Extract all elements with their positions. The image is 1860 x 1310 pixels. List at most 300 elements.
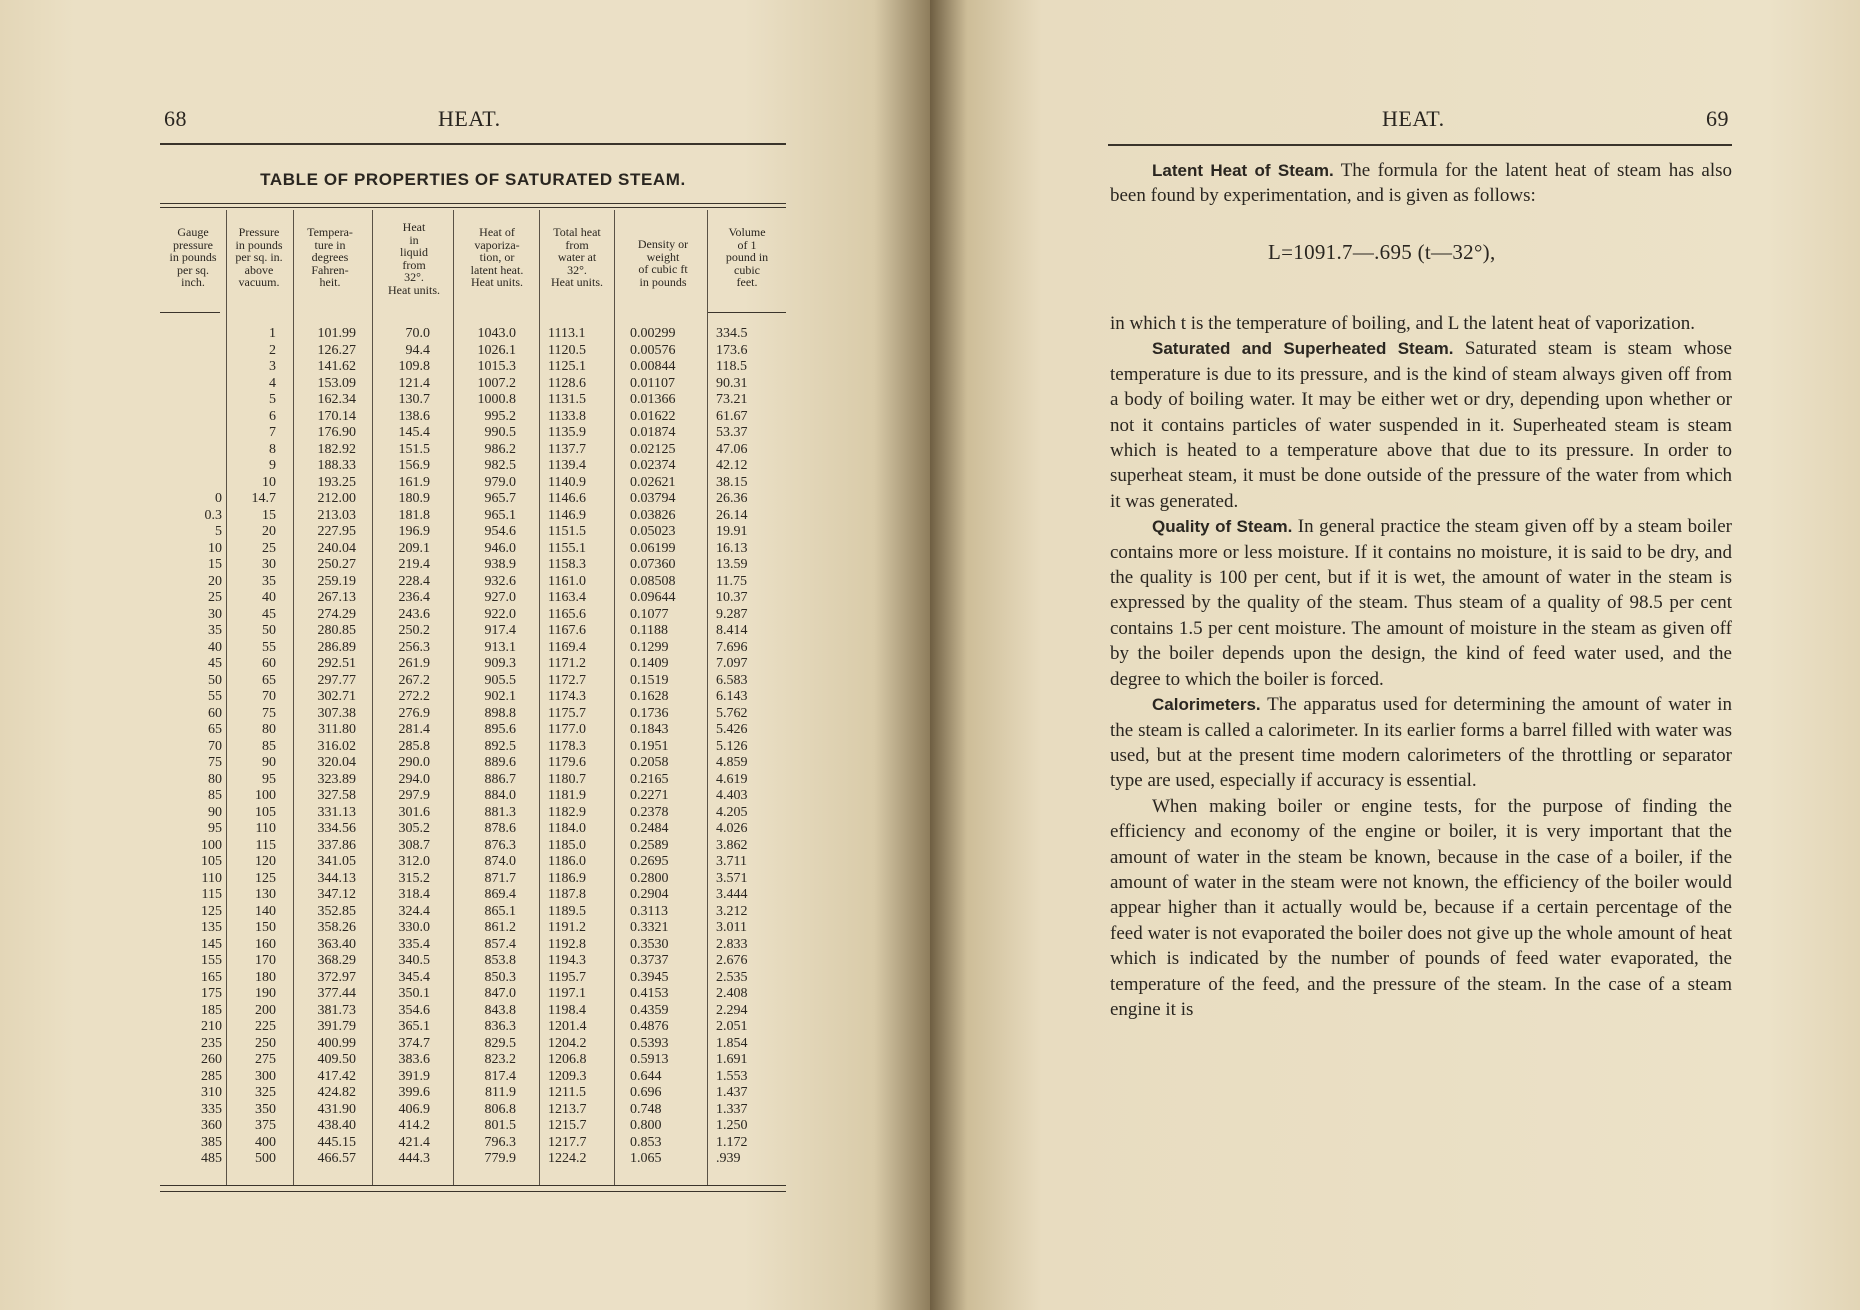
boiler-tests-text: When making boiler or engine tests, for the purpose of finding the efficiency and economy of the engine or boiler, it is very important that the amount of water in the steam be known, because in the case of a boiler, if the amount of water in the steam were not known, the efficiency of the boiler would appear higher than it actually would be, because if a certain percentage of the feed water is not evaporated the boiler does not give up the whole amount of heat which is indicated by the number of pounds of feed water evaporated, the temperature of the feed, and the pressure of the steam. In the case of a steam engine it is [1110, 795, 1732, 1020]
table-cell: 2.833 [716, 936, 748, 952]
table-cell: 0.01622 [630, 408, 676, 424]
table-cell: 801.5 [484, 1118, 516, 1133]
table-cell: 954.6 [484, 524, 516, 539]
table-cell: 0.2484 [630, 821, 669, 836]
density-column [630, 326, 702, 1168]
table-cell: 101.99 [317, 326, 356, 341]
table-cell: 182.92 [317, 441, 356, 457]
table-cell: 1217.7 [548, 1134, 587, 1150]
table-cell: 806.8 [484, 1101, 516, 1117]
volume-column [716, 326, 776, 1168]
table-cell: 156.9 [398, 458, 430, 473]
table-cell: 1224.2 [548, 1151, 587, 1166]
table-cell: 400.99 [317, 1035, 356, 1051]
table-cell: 323.89 [317, 771, 356, 787]
table-cell: 892.5 [484, 738, 516, 754]
table-cell: 0.2378 [630, 804, 669, 820]
table-cell: 1007.2 [477, 375, 516, 391]
table-cell [160, 359, 222, 376]
table-cell: 30 [208, 606, 222, 622]
table-cell: 261.9 [398, 656, 430, 671]
table-cell: 130.7 [398, 392, 430, 407]
table-cell: 4.859 [716, 755, 748, 770]
table-cell: 272.2 [398, 689, 430, 704]
table-cell: 0.06199 [630, 540, 676, 556]
table-cell: 1151.5 [548, 524, 586, 539]
table-cell: 240.04 [317, 540, 356, 556]
table-cell: 1163.4 [548, 590, 586, 605]
table-cell: 927.0 [484, 590, 516, 605]
table-cell: 185 [201, 1002, 222, 1018]
table-cell: 267.2 [398, 672, 430, 688]
table-cell: 35 [262, 573, 276, 589]
table-cell: 1181.9 [548, 788, 586, 803]
col-header-heat-liquid: Heat in liquid from 32°. Heat units. [388, 220, 440, 297]
table-cell: 1 [269, 326, 276, 341]
table-cell: 297.77 [317, 672, 356, 688]
table-cell [160, 392, 222, 409]
table-cell: 5.126 [716, 738, 748, 754]
table-cell: 0.02125 [630, 441, 676, 457]
table-cell: 2.294 [716, 1002, 748, 1018]
table-cell: 0.00576 [630, 342, 676, 358]
table-cell: 335 [201, 1101, 222, 1117]
table-top-rule [160, 203, 786, 204]
table-cell: 8.414 [716, 623, 748, 638]
gauge-pressure-column [160, 326, 222, 1168]
table-cell: 1192.8 [548, 936, 586, 952]
table-cell: 153.09 [317, 375, 356, 391]
table-cell: 294.0 [398, 771, 430, 787]
col-header-latent-heat: Heat of vaporiza- tion, or latent heat. Heat units. [470, 225, 524, 289]
table-cell: 331.13 [317, 804, 356, 820]
table-cell: 135 [201, 920, 222, 935]
table-cell: 0.1951 [630, 738, 669, 754]
table-cell: 170 [255, 953, 276, 968]
table-cell: 385 [201, 1134, 222, 1150]
table-cell: 140 [255, 903, 276, 919]
table-cell: 811.9 [485, 1085, 516, 1100]
table-cell: 421.4 [398, 1134, 430, 1150]
table-cell: 2.676 [716, 953, 748, 968]
table-cell: 38.15 [716, 474, 748, 490]
table-cell: 836.3 [484, 1019, 516, 1034]
table-cell: 212.00 [317, 491, 356, 506]
table-cell: 871.7 [484, 870, 516, 886]
table-cell: 1113.1 [548, 326, 586, 341]
table-cell: 327.58 [317, 788, 356, 803]
table-cell: 0.5393 [630, 1035, 669, 1051]
table-cell: 1.172 [716, 1134, 748, 1150]
table-cell: 275 [255, 1052, 276, 1067]
table-cell: 1139.4 [548, 458, 586, 473]
table-cell: 121.4 [398, 375, 430, 391]
table-cell: 485 [201, 1151, 222, 1166]
table-cell: 40 [208, 639, 222, 655]
table-cell: 905.5 [484, 672, 516, 688]
table-cell: 243.6 [398, 606, 430, 622]
col-divider [372, 210, 373, 1185]
table-cell: 383.6 [398, 1052, 430, 1067]
table-cell: 5.762 [716, 705, 748, 721]
table-cell: 417.42 [317, 1068, 356, 1084]
table-cell: 0.03794 [630, 491, 676, 506]
table-cell: 105 [201, 854, 222, 869]
formula-explanation: in which t is the temperature of boiling, and L the latent heat of vaporization. [1110, 313, 1695, 334]
table-cell: 0.1077 [630, 606, 669, 622]
table-cell: 1174.3 [548, 689, 586, 704]
table-cell: .939 [716, 1151, 741, 1166]
table-cell: 176.90 [317, 425, 356, 440]
table-cell: 0.3737 [630, 953, 669, 968]
table-cell: 210 [201, 1019, 222, 1034]
table-cell: 1.065 [630, 1151, 662, 1166]
table-cell: 70 [262, 689, 276, 704]
right-page-body [1110, 311, 1732, 1022]
table-cell: 6 [269, 408, 276, 424]
table-cell: 73.21 [716, 392, 748, 407]
table-cell: 95 [208, 821, 222, 836]
table-cell: 42.12 [716, 458, 748, 473]
table-cell: 7 [269, 425, 276, 440]
table-top-rule-2 [160, 207, 786, 208]
table-cell: 352.85 [317, 903, 356, 919]
table-cell: 312.0 [398, 854, 430, 869]
table-cell: 60 [208, 705, 222, 721]
table-cell: 1146.6 [548, 491, 586, 506]
table-cell: 3.444 [716, 887, 748, 902]
table-cell: 0.01366 [630, 392, 676, 407]
total-heat-column [548, 326, 608, 1168]
table-cell: 1043.0 [477, 326, 516, 341]
table-cell: 150 [255, 920, 276, 935]
table-cell: 50 [262, 623, 276, 638]
table-cell: 213.03 [317, 507, 356, 523]
table-cell: 0.1188 [630, 623, 668, 638]
table-cell: 9.287 [716, 606, 748, 622]
table-cell: 0.1299 [630, 639, 669, 655]
table-cell: 316.02 [317, 738, 356, 754]
table-bottom-rule [160, 1185, 786, 1186]
table-cell: 19.91 [716, 524, 748, 539]
table-cell: 1211.5 [548, 1085, 586, 1100]
saturated-steam-heading: Saturated and Superheated Steam. [1152, 339, 1454, 359]
table-cell: 276.9 [398, 705, 430, 721]
table-cell: 0.853 [630, 1134, 662, 1150]
table-cell: 250.2 [398, 623, 430, 638]
col-header-temperature: Tempera- ture in degrees Fahren- heit. [307, 225, 353, 289]
table-cell: 886.7 [484, 771, 516, 787]
table-cell: 1015.3 [477, 359, 516, 374]
table-cell: 13.59 [716, 557, 748, 572]
table-cell: 75 [208, 755, 222, 770]
table-cell: 318.4 [398, 887, 430, 902]
table-cell: 100 [255, 788, 276, 803]
table-cell: 1204.2 [548, 1035, 587, 1051]
table-cell: 1194.3 [548, 953, 586, 968]
table-cell: 881.3 [484, 804, 516, 820]
table-cell: 0 [215, 491, 222, 506]
table-cell: 1177.0 [548, 722, 586, 737]
table-cell: 876.3 [484, 837, 516, 853]
table-cell: 10 [208, 540, 222, 556]
table-cell: 305.2 [398, 821, 430, 836]
table-cell: 938.9 [484, 557, 516, 572]
table-cell: 85 [262, 738, 276, 754]
table-cell: 1209.3 [548, 1068, 587, 1084]
table-cell: 1137.7 [548, 441, 586, 457]
table-cell: 9 [269, 458, 276, 473]
table-cell: 3 [269, 359, 276, 374]
col-header-volume: Volume of 1 pound in cubic feet. [725, 225, 769, 289]
table-cell: 115 [255, 837, 276, 853]
table-cell: 70 [208, 738, 222, 754]
table-cell: 965.7 [484, 491, 516, 506]
table-cell: 857.4 [484, 936, 516, 952]
table-cell: 1169.4 [548, 639, 586, 655]
table-cell: 302.71 [317, 689, 356, 704]
table-cell: 145.4 [398, 425, 430, 440]
table-cell: 155 [201, 953, 222, 968]
table-cell: 400 [255, 1134, 276, 1150]
table-cell: 898.8 [484, 705, 516, 721]
table-cell: 162.34 [317, 392, 356, 407]
latent-heat-formula: L=1091.7—.695 (t—32°), [1268, 240, 1496, 264]
table-cell: 1198.4 [548, 1002, 586, 1018]
table-cell: 0.644 [630, 1068, 662, 1084]
table-cell: 7.696 [716, 639, 748, 655]
col-divider [539, 210, 540, 1185]
table-cell: 360 [201, 1118, 222, 1133]
latent-heat-text: The formula for the latent heat of steam has also been found by experimentation, and is given as follows: [1110, 160, 1732, 207]
table-cell: 0.1736 [630, 705, 669, 721]
table-cell: 193.25 [317, 474, 356, 490]
temperature-column [294, 326, 356, 1168]
table-cell: 0.02374 [630, 458, 676, 473]
table-cell: 334.5 [716, 326, 748, 341]
table-cell: 2.535 [716, 969, 748, 985]
table-cell: 65 [208, 722, 222, 737]
table-cell: 982.5 [484, 458, 516, 473]
table-cell: 853.8 [484, 953, 516, 968]
table-cell: 30 [262, 557, 276, 572]
table-cell: 0.2800 [630, 870, 669, 886]
table-cell: 25 [208, 590, 222, 605]
table-cell: 1161.0 [548, 573, 586, 589]
table-cell: 0.4359 [630, 1002, 669, 1018]
table-cell: 946.0 [484, 540, 516, 556]
absolute-pressure-column [226, 326, 276, 1168]
table-cell: 0.3113 [630, 903, 668, 919]
table-cell: 3.212 [716, 903, 748, 919]
table-cell: 1213.7 [548, 1101, 587, 1117]
saturated-steam-text: Saturated steam is steam whose temperature is due to its pressure, and is the kind of steam always given off from a body of boiling water. It may be either wet or dry, depending upon whether or not it contains particles of water suspended in it. Superheated steam is steam which is heated to a temperature above that due to its pressure. In order to superheat steam, it must be done outside of the pressure of the water from which it was generated. [1110, 338, 1732, 512]
table-cell: 236.4 [398, 590, 430, 605]
table-cell: 909.3 [484, 656, 516, 671]
table-cell: 1182.9 [548, 804, 586, 820]
table-cell: 1175.7 [548, 705, 586, 721]
table-cell: 281.4 [398, 722, 430, 737]
table-cell: 120 [255, 854, 276, 869]
table-cell [160, 409, 222, 426]
table-cell: 105 [255, 804, 276, 820]
table-cell: 1125.1 [548, 359, 586, 374]
table-cell: 979.0 [484, 474, 516, 490]
table-cell: 160 [255, 936, 276, 952]
table-cell: 280.85 [317, 623, 356, 638]
table-cell: 1.854 [716, 1035, 748, 1051]
table-cell: 414.2 [398, 1118, 430, 1133]
table-cell: 0.800 [630, 1118, 662, 1133]
table-cell: 250 [255, 1035, 276, 1051]
table-cell: 0.01107 [630, 375, 675, 391]
table-cell: 235 [201, 1035, 222, 1051]
table-cell: 15 [208, 557, 222, 572]
table-cell: 1133.8 [548, 408, 586, 424]
table-cell: 3.711 [716, 854, 747, 869]
table-cell: 1215.7 [548, 1118, 587, 1133]
table-cell: 334.56 [317, 821, 356, 836]
table-cell: 70.0 [405, 326, 430, 341]
table-cell: 1.437 [716, 1085, 748, 1100]
table-cell: 161.9 [398, 474, 430, 490]
table-cell: 40 [262, 590, 276, 605]
table-cell: 173.6 [716, 342, 748, 358]
table-cell: 884.0 [484, 788, 516, 803]
table-cell: 1.691 [716, 1052, 748, 1067]
table-cell: 1167.6 [548, 623, 586, 638]
table-cell: 1140.9 [548, 474, 586, 490]
table-cell: 1187.8 [548, 887, 586, 902]
table-cell: 0.2271 [630, 788, 669, 803]
table-cell [160, 442, 222, 459]
table-cell: 138.6 [398, 408, 430, 424]
table-cell: 0.2165 [630, 771, 669, 787]
latent-heat-column [454, 326, 516, 1168]
latent-heat-heading: Latent Heat of Steam. [1152, 161, 1334, 180]
table-cell: 95 [262, 771, 276, 787]
table-cell: 8 [269, 441, 276, 457]
table-cell: 151.5 [398, 441, 430, 457]
table-cell: 354.6 [398, 1002, 430, 1018]
table-cell: 391.79 [317, 1019, 356, 1034]
heat-liquid-column [374, 326, 430, 1168]
col-header-pressure: Pressure in pounds per sq. in. above vacuum. [235, 225, 283, 289]
table-cell: 330.0 [398, 920, 430, 935]
table-cell: 500 [255, 1151, 276, 1166]
table-cell: 381.73 [317, 1002, 356, 1018]
table-cell: 344.13 [317, 870, 356, 886]
table-cell: 341.05 [317, 854, 356, 869]
table-cell: 779.9 [484, 1151, 516, 1166]
table-cell: 55 [208, 689, 222, 704]
table-cell: 6.583 [716, 672, 748, 688]
table-cell: 256.3 [398, 639, 430, 655]
table-cell: 320.04 [317, 755, 356, 770]
table-cell: 0.2058 [630, 755, 669, 770]
calorimeters-text: The apparatus used for determining the amount of water in the steam is called a calorimeter. In its earlier forms a barrel filled with water was used, but at the present time modern calorimeters of the throttling or separator type are used, especially if accuracy is essential. [1110, 694, 1732, 792]
table-cell: 823.2 [484, 1052, 516, 1067]
calorimeters-heading: Calorimeters. [1152, 695, 1261, 715]
table-cell: 250.27 [317, 557, 356, 572]
table-cell: 0.1628 [630, 689, 669, 704]
table-cell: 0.03826 [630, 507, 676, 523]
right-header-rule [1108, 144, 1732, 146]
table-cell: 1184.0 [548, 821, 586, 836]
table-cell: 200 [255, 1002, 276, 1018]
table-cell: 374.7 [398, 1035, 430, 1051]
table-cell: 4.026 [716, 821, 748, 836]
table-cell: 5 [269, 392, 276, 407]
table-cell: 0.3945 [630, 969, 669, 985]
table-cell: 26.36 [716, 491, 748, 506]
left-header-rule [160, 143, 786, 145]
table-cell: 0.02621 [630, 474, 676, 490]
table-cell: 1120.5 [548, 342, 586, 358]
table-cell: 141.62 [317, 359, 356, 374]
table-cell: 363.40 [317, 936, 356, 952]
table-cell: 308.7 [398, 837, 430, 853]
table-cell: 1.553 [716, 1068, 748, 1084]
table-cell: 180.9 [398, 491, 430, 506]
table-cell: 350.1 [398, 986, 430, 1001]
table-cell: 5 [215, 524, 222, 539]
table-cell: 0.07360 [630, 557, 676, 572]
table-cell: 125 [201, 903, 222, 919]
table-cell: 110 [255, 821, 276, 836]
table-cell: 219.4 [398, 557, 430, 572]
table-cell: 850.3 [484, 969, 516, 985]
table-cell: 109.8 [398, 359, 430, 374]
table-cell: 438.40 [317, 1118, 356, 1133]
table-cell: 431.90 [317, 1101, 356, 1117]
table-cell: 3.862 [716, 837, 748, 853]
table-cell: 0.4153 [630, 986, 669, 1001]
table-cell: 0.09644 [630, 590, 676, 605]
table-cell: 227.95 [317, 524, 356, 539]
table-cell: 1191.2 [548, 920, 586, 935]
right-page-number: 69 [1706, 106, 1729, 131]
table-cell: 902.1 [484, 689, 516, 704]
table-cell: 65 [262, 672, 276, 688]
table-cell: 260 [201, 1052, 222, 1067]
table-cell: 0.00299 [630, 326, 676, 341]
table-cell: 0.2904 [630, 887, 669, 902]
table-cell: 0.3321 [630, 920, 669, 935]
table-cell: 1179.6 [548, 755, 586, 770]
table-cell: 796.3 [484, 1134, 516, 1150]
table-cell: 35 [208, 623, 222, 638]
table-cell: 1206.8 [548, 1052, 587, 1067]
table-cell: 335.4 [398, 936, 430, 952]
table-cell: 4 [269, 375, 276, 391]
table-cell: 444.3 [398, 1151, 430, 1166]
table-cell: 1158.3 [548, 557, 586, 572]
table-cell: 20 [262, 524, 276, 539]
quality-steam-text: In general practice the steam given off by a steam boiler contains more or less moisture. If it contains no moisture, it is said to be dry, and the quality is 100 per cent, but if it is wet, the amount of water in the steam is expressed by the quality of the steam. Thus steam of a quality of 98.5 per cent contains 1.5 per cent moisture. The amount of moisture in the steam as given off by the boiler depends upon the design, the kind of feed water used, and the degree to which the boiler is forced. [1110, 516, 1732, 690]
table-cell: 861.2 [484, 920, 516, 935]
table-bottom-rule-2 [160, 1191, 786, 1192]
table-cell: 307.38 [317, 705, 356, 721]
table-cell: 372.97 [317, 969, 356, 985]
table-cell: 843.8 [484, 1002, 516, 1018]
table-cell: 3.011 [716, 920, 747, 935]
table-cell: 0.4876 [630, 1019, 669, 1034]
table-cell: 80 [208, 771, 222, 787]
table-cell: 1026.1 [477, 342, 516, 358]
table-cell: 847.0 [484, 986, 516, 1001]
table-cell [160, 425, 222, 442]
